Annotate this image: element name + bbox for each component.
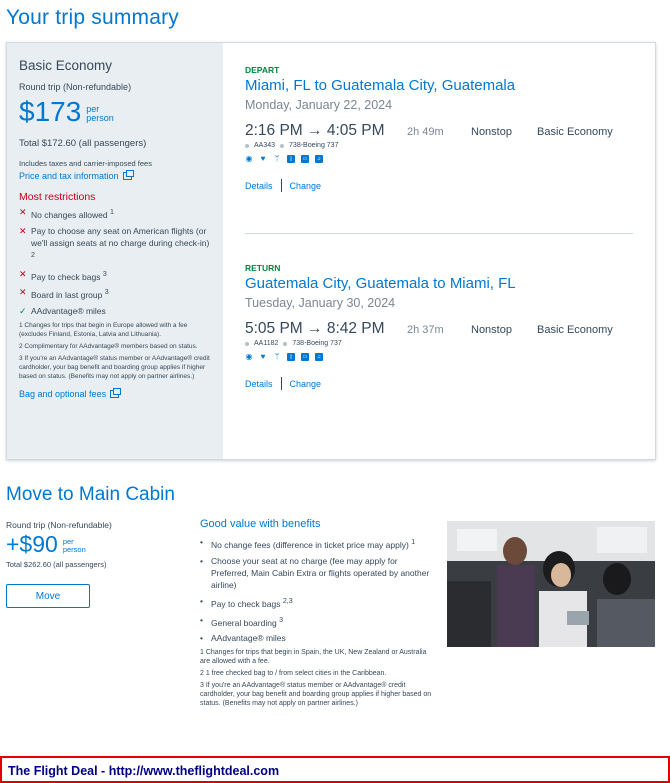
upsell-total: Total $262.60 (all passengers) <box>6 560 107 569</box>
depart-route: Miami, FL to Guatemala City, Guatemala <box>245 77 516 94</box>
external-link-icon <box>110 390 119 398</box>
return-details-link[interactable]: Details <box>245 378 273 389</box>
x-icon: ✕ <box>19 268 27 279</box>
benefits-list <box>200 536 432 644</box>
list-item: • AAdvantage® miles <box>200 632 432 644</box>
depart-leg <box>245 65 645 192</box>
list-item: • General boarding $^3$ <box>200 614 432 629</box>
benefits-title: Good value with benefits <box>200 518 321 530</box>
upsell-title: Move to Main Cabin <box>6 484 175 505</box>
bullet-icon <box>245 144 249 148</box>
depart-change-link[interactable]: Change <box>289 180 322 191</box>
list-item: ✕ Pay to check bags $^3$ <box>19 268 107 282</box>
return-aircraft: 738-Boeing 737 <box>292 340 342 347</box>
depart-duration: 2h 49m <box>407 126 444 138</box>
depart-stops: Nonstop <box>471 126 512 138</box>
depart-cabin: Basic Economy <box>537 126 613 138</box>
return-flight-number: AA1182 <box>254 340 279 347</box>
return-cabin: Basic Economy <box>537 324 613 336</box>
depart-times: 2:16 PM → 4:05 PM <box>245 122 385 139</box>
x-icon: ✕ <box>19 225 27 236</box>
shield-icon: ♥ <box>260 352 266 361</box>
footnote: 2 Complimentary for AAdvantage® members based on status. <box>19 343 198 351</box>
move-button[interactable]: Move <box>6 584 90 608</box>
list-item: • Choose your seat at no charge (fee may apply for Preferred, Main Cabin Extra or flights operated by another airline) <box>200 555 432 591</box>
footnote: 3 If you're an AAdvantage® status member or AAdvantage® credit cardholder, your bag benefit and boarding group applies if higher based on status. (Benefits may not apply on partner airlines.) <box>200 682 432 708</box>
footnote: 1 Changes for trips that begin in Spain, the UK, New Zealand or Australia are allowed with a fee. <box>200 649 427 666</box>
footnote: 1 Changes for trips that begin in Europe allowed with a fee (excludes Finland, Estonia, Latvia and Lithuania). <box>19 322 188 339</box>
footnote: 2 1 free checked bag to / from select cities in the Caribbean. <box>200 670 387 678</box>
return-amenities <box>245 353 645 361</box>
depart-label: DEPART <box>245 65 280 75</box>
fare-total: Total $172.60 (all passengers) <box>19 138 147 149</box>
leg-divider <box>245 233 633 234</box>
list-item: ✓ AAdvantage® miles <box>19 306 106 317</box>
per-label: per <box>86 104 100 114</box>
list-item: ✕ No changes allowed $^1$ <box>19 207 114 220</box>
per-person-label <box>63 538 86 554</box>
music-icon: ♫ <box>315 155 323 163</box>
music-icon: ♫ <box>315 353 323 361</box>
list-item: • No change fees (difference in ticket price may apply) $^1$ <box>200 536 432 551</box>
footnote: 3 If you're an AAdvantage® status member or AAdvantage® credit cardholder, your bag benefit and boarding group applies if higher based on status. (Benefits may not apply on partner airlines.) <box>19 355 210 381</box>
per-label: per <box>62 537 74 546</box>
x-icon: ✕ <box>19 287 27 298</box>
phone-icon: ▯ <box>287 353 295 361</box>
return-times: 5:05 PM → 8:42 PM <box>245 320 385 337</box>
wifi-icon: ◉ <box>245 352 253 361</box>
depart-date: Monday, January 22, 2024 <box>245 98 393 112</box>
return-leg <box>245 263 645 390</box>
return-duration: 2h 37m <box>407 324 444 336</box>
main-cabin-photo <box>447 521 655 647</box>
return-label: RETURN <box>245 263 281 273</box>
source-banner <box>0 756 670 783</box>
fare-price-row <box>19 96 211 128</box>
depart-amenities <box>245 155 645 163</box>
depart-details-link[interactable]: Details <box>245 180 273 191</box>
person-label: person <box>62 545 86 554</box>
entertainment-icon: ▭ <box>302 354 308 360</box>
return-route: Guatemala City, Guatemala to Miami, FL <box>245 275 516 292</box>
return-change-link[interactable]: Change <box>289 378 322 389</box>
fare-panel <box>7 43 223 459</box>
wifi-icon: ◉ <box>245 154 253 163</box>
person-label: person <box>86 113 114 123</box>
list-item: • Pay to check bags $^{2,3}$ <box>200 595 432 610</box>
banner-text: The Flight Deal - http://www.theflightdeal.com <box>8 764 280 778</box>
upsell-trip-type: Round trip (Non-refundable) <box>6 520 112 530</box>
checkmark-icon: ✓ <box>19 306 27 317</box>
bullet-icon <box>283 342 287 346</box>
page-title: Your trip summary <box>6 6 180 29</box>
depart-aircraft: 738-Boeing 737 <box>289 142 339 149</box>
list-item: ✕ Pay to choose any seat on American flights (or we'll assign seats at no charge during check-in) $^2$ <box>19 225 211 264</box>
bullet-icon <box>245 342 249 346</box>
shield-icon: ♥ <box>260 154 266 163</box>
divider <box>281 377 282 390</box>
return-date: Tuesday, January 30, 2024 <box>245 296 396 310</box>
x-icon: ✕ <box>19 207 27 217</box>
fare-includes: Includes taxes and carrier-imposed fees <box>19 159 152 168</box>
divider <box>281 179 282 192</box>
list-item: ✕ Board in last group $^3$ <box>19 287 109 301</box>
phone-icon: ▯ <box>287 155 295 163</box>
fare-price: $173 <box>19 96 82 127</box>
depart-flight-number: AA343 <box>254 142 276 149</box>
bullet-icon <box>280 144 284 148</box>
upsell-price-block <box>6 520 186 608</box>
fare-footnotes <box>19 321 211 381</box>
restrictions-title: Most restrictions <box>19 191 96 203</box>
restrictions-list <box>19 206 211 317</box>
price-tax-info-link[interactable]: Price and tax information <box>19 171 119 181</box>
power-icon: ᛘ <box>274 352 280 361</box>
bag-fees-link[interactable]: Bag and optional fees <box>19 389 107 400</box>
fare-trip-type: Round trip (Non-refundable) <box>19 82 132 92</box>
upsell-benefits <box>200 518 432 711</box>
power-icon: ᛘ <box>274 154 280 163</box>
upsell-footnotes <box>200 648 432 708</box>
trip-summary-card <box>6 42 656 460</box>
per-person-label <box>86 105 114 123</box>
upsell-price: +$90 <box>6 531 58 557</box>
fare-name: Basic Economy <box>19 58 113 73</box>
return-stops: Nonstop <box>471 324 512 336</box>
external-link-icon <box>123 172 132 180</box>
entertainment-icon: ▭ <box>302 156 308 162</box>
